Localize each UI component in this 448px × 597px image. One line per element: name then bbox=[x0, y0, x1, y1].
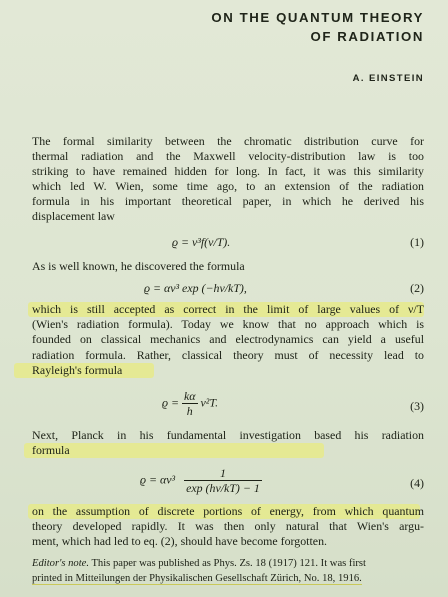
editor-note-label: Editor's note. bbox=[32, 558, 89, 569]
equation-2-formula: ϱ = αν³ exp (−hν/kT), bbox=[144, 281, 247, 295]
equation-4-denominator: exp (hν/kT) − 1 bbox=[186, 481, 260, 495]
editor-note-text-1: This paper was published as Phys. Zs. 18 (1917) 121. It was first bbox=[89, 558, 366, 569]
p5-line-3: ment, which had led to eq. (2), should have become forgotten. bbox=[32, 534, 327, 548]
p4-line-2: formula bbox=[32, 443, 70, 457]
equation-4 bbox=[32, 458, 424, 494]
equation-3-numerator: kα bbox=[184, 389, 196, 403]
equation-3-fraction bbox=[182, 390, 198, 418]
author-name: A. EINSTEIN bbox=[352, 73, 424, 84]
editor-note-line-1 bbox=[32, 556, 424, 571]
p1-line-5: formula in his important theoretical paper, in which he derived his bbox=[32, 194, 424, 208]
title-line-1: ON THE QUANTUM THEORY bbox=[211, 10, 424, 25]
p3-line-2: (Wien's radiation formula). Today we know that no approach which is bbox=[32, 317, 424, 331]
p3-line-5: Rayleigh's formula bbox=[32, 363, 123, 377]
equation-4-number: (4) bbox=[410, 476, 424, 490]
equation-3-denominator: h bbox=[182, 403, 198, 418]
equation-3 bbox=[32, 382, 424, 418]
equation-1-number: (1) bbox=[410, 235, 424, 249]
equation-4-lhs: ϱ = αν³ bbox=[140, 472, 176, 487]
p3-line-3: founded on classical mechanics and electrodynamics can yield a useful bbox=[32, 332, 424, 346]
p3-line-4: radiation formula. Rather, classical theory must of necessity lead to bbox=[32, 348, 424, 362]
equation-3-lhs: ϱ = bbox=[162, 395, 180, 410]
p3-line-1: which is still accepted as correct in the limit of large values of ν/T bbox=[32, 302, 424, 316]
p1-line-3: striking to have remained hidden for long. In fact, it was this similarity bbox=[32, 164, 424, 178]
equation-4-fraction bbox=[184, 467, 262, 495]
equation-3-rhs: ν²T. bbox=[200, 395, 219, 410]
p1-line-4: which led W. Wien, some time ago, to an extension of the radiation bbox=[32, 179, 424, 193]
p2-line: As is well known, he discovered the formula bbox=[32, 259, 245, 273]
paper-title bbox=[211, 8, 424, 46]
title-line-2: OF RADIATION bbox=[310, 29, 424, 44]
editor-note-text-2: printed in Mitteilungen der Physikalischen Gesellschaft Zürich, No. 18, 1916. bbox=[32, 573, 362, 584]
equation-3-number: (3) bbox=[410, 399, 424, 413]
p1-line-1: The formal similarity between the chromatic distribution curve for bbox=[32, 134, 424, 148]
p4-line-1: Next, Planck in his fundamental investigation based his radiation bbox=[32, 428, 424, 442]
p5-line-1: on the assumption of discrete portions of energy, from which quantum bbox=[32, 504, 424, 518]
equation-4-numerator: 1 bbox=[219, 466, 226, 480]
p5-line-2: theory developed rapidly. It was then only natural that Wien's argu- bbox=[32, 519, 424, 533]
p1-line-2: thermal radiation and the Maxwell velocity-distribution law is too bbox=[32, 149, 424, 163]
equation-2-number: (2) bbox=[410, 281, 424, 295]
editor-note-line-2 bbox=[32, 571, 424, 586]
equation-1-formula: ϱ = ν³f(ν/T). bbox=[172, 235, 231, 249]
p1-line-6: displacement law bbox=[32, 209, 115, 223]
